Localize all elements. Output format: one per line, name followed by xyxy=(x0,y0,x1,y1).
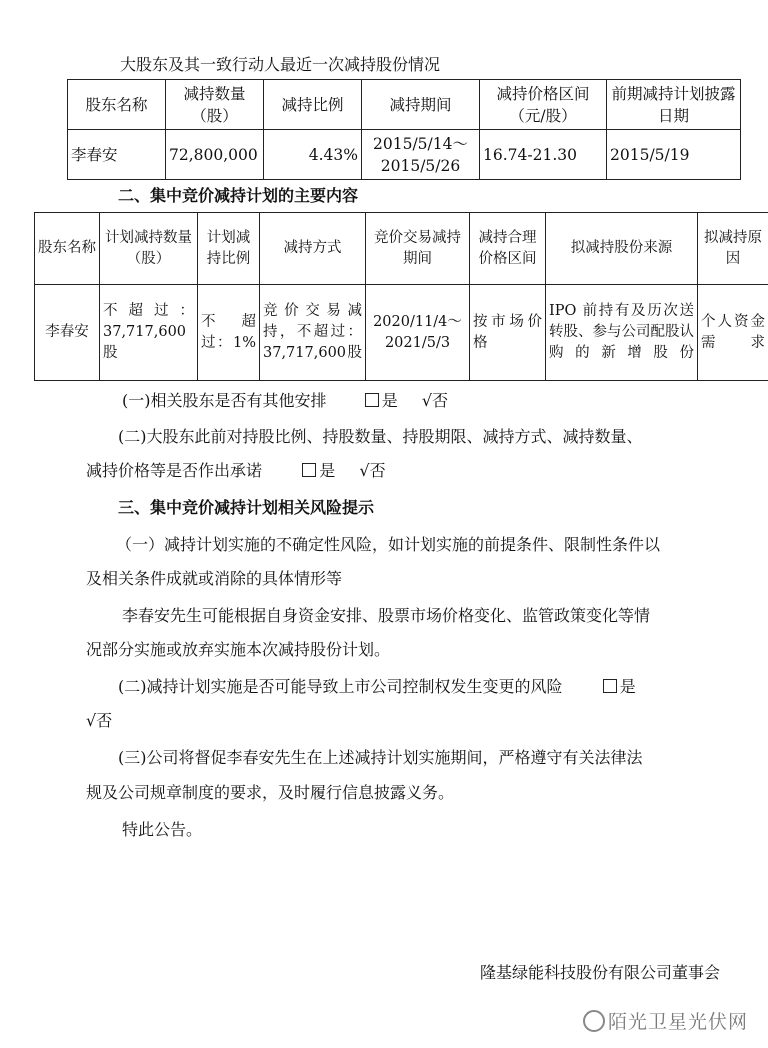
cell-source: IPO 前持有及历次送转股、参与公司配股认购的新增股份 xyxy=(546,285,698,381)
header-bidding-period: 竞价交易减持期间 xyxy=(366,213,470,285)
cell-quantity: 72,800,000 xyxy=(166,130,264,180)
cell-period: 2020/11/4～2021/5/3 xyxy=(366,285,470,381)
closing-text: 特此公告。 xyxy=(122,820,203,839)
cell-ratio: 4.43% xyxy=(264,130,362,180)
question-text: (二)减持计划实施是否可能导致上市公司控制权发生变更的风险 xyxy=(118,677,563,696)
header-planned-ratio: 计划减持比例 xyxy=(198,213,260,285)
question-text: (一)相关股东是否有其他安排 xyxy=(122,391,327,410)
cell-name: 李春安 xyxy=(35,285,100,381)
watermark-text: 陌光卫星光伏网 xyxy=(607,1011,748,1033)
risk-para1-line1: （一）减持计划实施的不确定性风险，如计划实施的前提条件、限制性条件以 xyxy=(116,535,661,554)
cell-quantity: 不超过：37,717,600股 xyxy=(100,285,198,381)
yes-label: 是 xyxy=(319,461,336,480)
watermark xyxy=(583,1007,748,1034)
question-control-change xyxy=(118,674,758,700)
yes-checkbox-icon xyxy=(603,679,617,693)
question-commitment-line1: (二)大股东此前对持股比例、持股数量、持股期限、减持方式、减持数量、 xyxy=(118,427,643,446)
supervision-para-line1: (三)公司将督促李春安先生在上述减持计划实施期间，严格遵守有关法律法 xyxy=(118,748,643,767)
cell-ratio: 不超过：1% xyxy=(198,285,260,381)
yes-checkbox-icon xyxy=(302,463,316,477)
cell-reason: 个人资金需求 xyxy=(698,285,768,381)
header-reduction-period: 减持期间 xyxy=(362,80,480,130)
cell-price: 16.74-21.30 xyxy=(480,130,607,180)
section1-title: 大股东及其一致行动人最近一次减持股份情况 xyxy=(120,55,441,74)
header-disclosure-date: 前期减持计划披露日期 xyxy=(607,80,741,130)
section3-title: 三、集中竞价减持计划相关风险提示 xyxy=(118,498,375,517)
period-start: 2015/5/14～ xyxy=(373,134,468,153)
cell-name: 李春安 xyxy=(68,130,166,180)
no-checked-label: √否 xyxy=(86,711,113,730)
table-header-row xyxy=(68,80,741,130)
header-reduction-ratio: 减持比例 xyxy=(264,80,362,130)
cell-method: 竞价交易减持，不超过：37,717,600股 xyxy=(260,285,366,381)
company-signature: 隆基绿能科技股份有限公司董事会 xyxy=(479,963,720,982)
header-reason: 拟减持原因 xyxy=(698,213,768,285)
header-price-range: 减持价格区间（元/股） xyxy=(480,80,607,130)
question-text: 减持价格等是否作出承诺 xyxy=(86,461,263,480)
header-reduction-method: 减持方式 xyxy=(260,213,366,285)
supervision-para-line2: 规及公司规章制度的要求，及时履行信息披露义务。 xyxy=(86,783,455,802)
table-row xyxy=(35,285,768,381)
risk-para2-line2: 况部分实施或放弃实施本次减持股份计划。 xyxy=(86,640,391,659)
header-reduction-quantity: 减持数量（股） xyxy=(166,80,264,130)
table-row xyxy=(68,130,741,180)
yes-checkbox-icon xyxy=(365,393,379,407)
cell-price: 按市场价格 xyxy=(470,285,546,381)
watermark-logo-icon xyxy=(583,1010,605,1032)
cell-date: 2015/5/19 xyxy=(607,130,741,180)
recent-reduction-table xyxy=(67,79,741,180)
table-header-row xyxy=(35,213,768,285)
risk-para1-line2: 及相关条件成就或消除的具体情形等 xyxy=(86,569,343,588)
header-share-source: 拟减持股份来源 xyxy=(546,213,698,285)
yes-label: 是 xyxy=(619,677,636,696)
cell-period xyxy=(362,130,480,180)
risk-para2-line1: 李春安先生可能根据自身资金安排、股票市场价格变化、监管政策变化等情 xyxy=(122,606,651,625)
no-checked-label: √否 xyxy=(359,461,386,480)
question-commitment-line2 xyxy=(86,458,726,484)
no-checked-label: √否 xyxy=(421,391,449,410)
header-shareholder-name: 股东名称 xyxy=(35,213,100,285)
period-end: 2015/5/26 xyxy=(380,156,461,175)
question-other-arrangements xyxy=(122,388,762,414)
header-shareholder-name: 股东名称 xyxy=(68,80,166,130)
header-price-range: 减持合理价格区间 xyxy=(470,213,546,285)
yes-label: 是 xyxy=(381,391,398,410)
section2-title: 二、集中竞价减持计划的主要内容 xyxy=(118,186,359,205)
header-planned-quantity: 计划减持数量（股） xyxy=(100,213,198,285)
reduction-plan-table xyxy=(34,212,768,381)
